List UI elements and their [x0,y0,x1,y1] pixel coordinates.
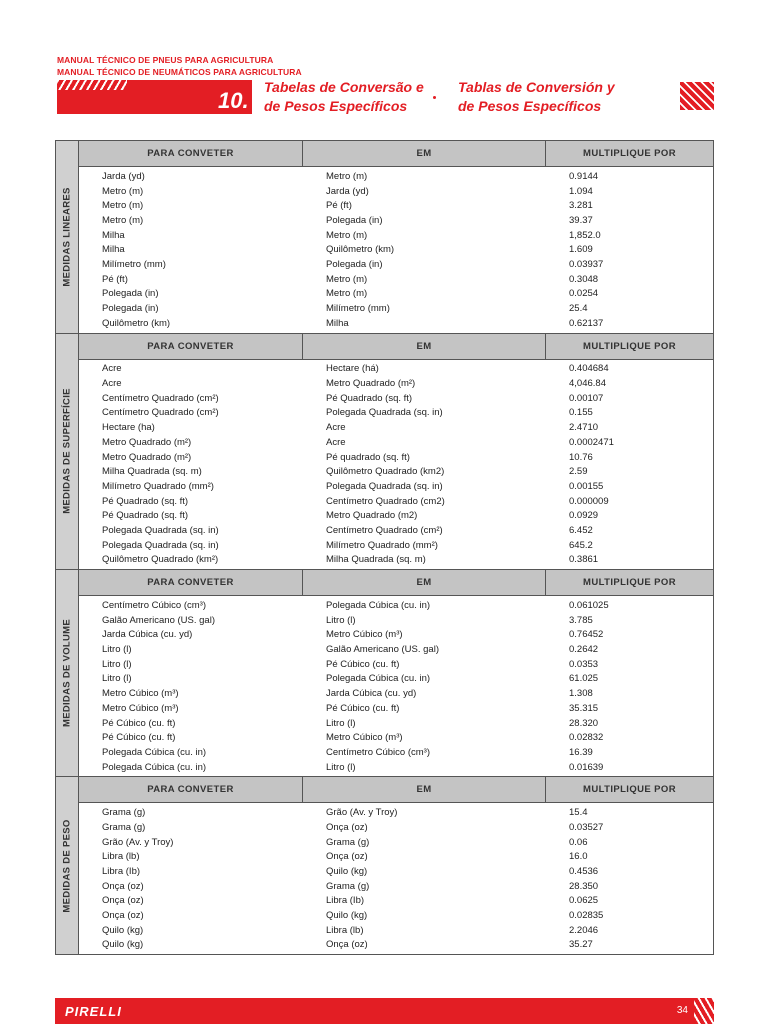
multiplier-cell: 28.320 [569,717,599,729]
table-section [56,569,713,776]
table-row [79,242,713,257]
column-header-multiplier: MULTIPLIQUE POR [583,340,676,352]
table-section [56,776,713,954]
table-row [79,760,713,775]
chapter-title-pt-line1: Tabelas de Conversão e [264,79,424,95]
section-header-row [79,777,713,803]
to-unit-cell: Metro Quadrado (m2) [326,510,418,522]
to-unit-cell: Milha [326,317,349,329]
table-row [79,316,713,331]
multiplier-cell: 25.4 [569,303,588,315]
from-unit-cell: Hectare (ha) [102,422,155,434]
table-row [79,908,713,923]
multiplier-cell: 4,046.84 [569,378,606,390]
from-unit-cell: Centímetro Quadrado (cm²) [102,392,219,404]
from-unit-cell: Metro (m) [102,200,144,212]
to-unit-cell: Polegada Cúbica (cu. in) [326,673,431,685]
multiplier-cell: 0.404684 [569,363,609,375]
from-unit-cell: Pé Quadrado (sq. ft) [102,495,189,507]
table-row [79,213,713,228]
table-section [56,141,713,333]
to-unit-cell: Grama (g) [326,880,370,892]
multiplier-cell: 0.06 [569,836,588,848]
table-row [79,169,713,184]
column-header-multiplier: MULTIPLIQUE POR [583,784,676,796]
from-unit-cell: Milha Quadrada (sq. m) [102,466,202,478]
from-unit-cell: Polegada (in) [102,303,159,315]
from-unit-cell: Metro Quadrado (m²) [102,436,192,448]
to-unit-cell: Polegada (in) [326,258,383,270]
table-row [79,686,713,701]
to-unit-cell: Litro (l) [326,614,356,626]
to-unit-cell: Onça (oz) [326,821,368,833]
to-unit-cell: Grão (Av. y Troy) [326,807,398,819]
to-unit-cell: Onça (oz) [326,851,368,863]
section-body [79,334,713,570]
multiplier-cell: 0.061025 [569,600,609,612]
section-side-label: MEDIDAS DE SUPERFÍCIE [61,388,73,515]
from-unit-cell: Onça (oz) [102,880,144,892]
table-row [79,613,713,628]
from-unit-cell: Polegada Cúbica (cu. in) [102,746,207,758]
section-side-label-cell [56,570,79,776]
from-unit-cell: Polegada Cúbica (cu. in) [102,761,207,773]
manual-title-es: MANUAL TÉCNICO DE NEUMÁTICOS PARA AGRICULTURA [57,67,302,77]
banner-hatch-decoration [57,80,127,90]
from-unit-cell: Milha [102,244,125,256]
section-header-row [79,570,713,596]
to-unit-cell: Metro (m) [326,273,368,285]
column-header-to: EM [303,334,546,359]
table-row [79,553,713,568]
from-unit-cell: Grama (g) [102,807,146,819]
pirelli-logo: PIRELLI [65,1004,122,1019]
multiplier-cell: 0.00155 [569,480,604,492]
from-unit-cell: Metro Cúbico (m³) [102,702,179,714]
from-unit-cell: Quilômetro Quadrado (km²) [102,554,219,566]
from-unit-cell: Metro Cúbico (m³) [102,688,179,700]
multiplier-cell: 1.308 [569,688,593,700]
footer-hatch-decoration [694,998,714,1024]
to-unit-cell: Quilo (kg) [326,910,368,922]
from-unit-cell: Onça (oz) [102,895,144,907]
multiplier-cell: 0.0929 [569,510,599,522]
from-unit-cell: Grão (Av. y Troy) [102,836,174,848]
table-row [79,464,713,479]
to-unit-cell: Milímetro (mm) [326,303,390,315]
multiplier-cell: 0.02835 [569,910,604,922]
to-unit-cell: Metro (m) [326,229,368,241]
from-unit-cell: Pé (ft) [102,273,128,285]
table-row [79,730,713,745]
table-row [79,198,713,213]
table-row [79,494,713,509]
multiplier-cell: 35.315 [569,702,599,714]
chapter-title-pt [264,78,424,116]
multiplier-cell: 2.2046 [569,924,599,936]
multiplier-cell: 0.3861 [569,554,599,566]
page-number: 34 [676,1005,688,1016]
chapter-title-es [458,78,615,116]
multiplier-cell: 2.4710 [569,422,599,434]
table-row [79,805,713,820]
table-row [79,406,713,421]
table-row [79,835,713,850]
to-unit-cell: Jarda Cúbica (cu. yd) [326,688,417,700]
section-side-label-cell [56,334,79,570]
chapter-number: 10. [218,88,249,113]
column-header-from: PARA CONVETER [79,570,303,595]
multiplier-cell: 645.2 [569,539,593,551]
table-row [79,850,713,865]
table-row [79,657,713,672]
multiplier-cell: 0.62137 [569,317,604,329]
to-unit-cell: Pé Cúbico (cu. ft) [326,658,400,670]
to-unit-cell: Metro Cúbico (m³) [326,732,403,744]
to-unit-cell: Pé Cúbico (cu. ft) [326,702,400,714]
to-unit-cell: Polegada (in) [326,214,383,226]
table-row [79,864,713,879]
from-unit-cell: Litro (l) [102,658,132,670]
table-row [79,672,713,687]
from-unit-cell: Quilo (kg) [102,924,144,936]
chapter-title-es-line2: de Pesos Específicos [458,98,602,114]
section-side-label: MEDIDAS DE VOLUME [61,619,73,728]
from-unit-cell: Quilo (kg) [102,939,144,951]
to-unit-cell: Metro (m) [326,170,368,182]
multiplier-cell: 3.785 [569,614,593,626]
table-row [79,435,713,450]
section-rows [79,596,713,776]
table-row [79,879,713,894]
from-unit-cell: Pé Cúbico (cu. ft) [102,717,176,729]
from-unit-cell: Libra (lb) [102,851,140,863]
multiplier-cell: 1.094 [569,185,593,197]
table-row [79,228,713,243]
column-header-to: EM [303,570,546,595]
multiplier-cell: 3.281 [569,200,593,212]
from-unit-cell: Centímetro Cúbico (cm³) [102,600,206,612]
from-unit-cell: Milha [102,229,125,241]
table-row [79,820,713,835]
table-row [79,628,713,643]
multiplier-cell: 6.452 [569,524,593,536]
title-separator-dot [433,96,436,99]
to-unit-cell: Hectare (há) [326,363,379,375]
section-body [79,777,713,954]
multiplier-cell: 0.3048 [569,273,599,285]
multiplier-cell: 0.0254 [569,288,599,300]
multiplier-cell: 1,852.0 [569,229,601,241]
from-unit-cell: Metro (m) [102,214,144,226]
to-unit-cell: Polegada Quadrada (sq. in) [326,407,443,419]
from-unit-cell: Jarda (yd) [102,170,145,182]
multiplier-cell: 39.37 [569,214,593,226]
chapter-title-pt-line2: de Pesos Específicos [264,98,408,114]
to-unit-cell: Acre [326,422,346,434]
page-footer [55,998,714,1024]
multiplier-cell: 0.000009 [569,495,609,507]
table-row [79,287,713,302]
column-header-from: PARA CONVETER [79,334,303,359]
table-row [79,598,713,613]
table-row [79,923,713,938]
to-unit-cell: Centímetro Quadrado (cm²) [326,524,443,536]
section-header-row [79,334,713,360]
to-unit-cell: Galão Americano (US. gal) [326,644,439,656]
multiplier-cell: 0.03527 [569,821,604,833]
multiplier-cell: 28.350 [569,880,599,892]
from-unit-cell: Onça (oz) [102,910,144,922]
to-unit-cell: Polegada Cúbica (cu. in) [326,600,431,612]
table-row [79,479,713,494]
section-header-row [79,141,713,167]
table-row [79,376,713,391]
section-rows [79,167,713,333]
from-unit-cell: Polegada Quadrada (sq. in) [102,524,219,536]
to-unit-cell: Pé Quadrado (sq. ft) [326,392,413,404]
table-section [56,333,713,570]
chapter-title-es-line1: Tablas de Conversión y [458,79,615,95]
section-rows [79,803,713,954]
to-unit-cell: Milha Quadrada (sq. m) [326,554,426,566]
from-unit-cell: Milímetro Quadrado (mm²) [102,480,214,492]
table-row [79,938,713,953]
corner-stripes-icon [680,82,714,110]
from-unit-cell: Litro (l) [102,673,132,685]
table-row [79,301,713,316]
from-unit-cell: Grama (g) [102,821,146,833]
from-unit-cell: Acre [102,363,122,375]
to-unit-cell: Milímetro Quadrado (mm²) [326,539,438,551]
table-row [79,391,713,406]
multiplier-cell: 35.27 [569,939,593,951]
table-row [79,420,713,435]
multiplier-cell: 0.02832 [569,732,604,744]
to-unit-cell: Quilômetro (km) [326,244,395,256]
section-side-label-cell [56,777,79,954]
table-row [79,184,713,199]
multiplier-cell: 0.03937 [569,258,604,270]
to-unit-cell: Acre [326,436,346,448]
from-unit-cell: Metro (m) [102,185,144,197]
multiplier-cell: 0.0353 [569,658,599,670]
to-unit-cell: Libra (lb) [326,924,364,936]
from-unit-cell: Centímetro Quadrado (cm²) [102,407,219,419]
manual-title-pt: MANUAL TÉCNICO DE PNEUS PARA AGRICULTURA [57,55,274,65]
from-unit-cell: Polegada Quadrada (sq. in) [102,539,219,551]
multiplier-cell: 61.025 [569,673,599,685]
multiplier-cell: 0.76452 [569,629,604,641]
column-header-multiplier: MULTIPLIQUE POR [583,148,676,159]
column-header-from: PARA CONVETER [79,141,303,166]
to-unit-cell: Pé (ft) [326,200,352,212]
from-unit-cell: Quilômetro (km) [102,317,171,329]
section-rows [79,360,713,570]
multiplier-cell: 0.4536 [569,866,599,878]
section-side-label-cell [56,141,79,333]
to-unit-cell: Litro (l) [326,717,356,729]
table-row [79,508,713,523]
table-row [79,745,713,760]
table-row [79,257,713,272]
section-side-label: MEDIDAS LINEARES [61,187,73,287]
to-unit-cell: Pé quadrado (sq. ft) [326,451,410,463]
to-unit-cell: Centímetro Quadrado (cm2) [326,495,445,507]
multiplier-cell: 16.0 [569,851,588,863]
table-row [79,272,713,287]
table-row [79,894,713,909]
to-unit-cell: Centímetro Cúbico (cm³) [326,746,430,758]
multiplier-cell: 15.4 [569,807,588,819]
to-unit-cell: Metro Cúbico (m³) [326,629,403,641]
multiplier-cell: 0.0002471 [569,436,614,448]
section-body [79,141,713,333]
multiplier-cell: 0.00107 [569,392,604,404]
to-unit-cell: Libra (Ib) [326,895,365,907]
to-unit-cell: Jarda (yd) [326,185,369,197]
from-unit-cell: Acre [102,378,122,390]
table-row [79,362,713,377]
to-unit-cell: Quilo (kg) [326,866,368,878]
to-unit-cell: Onça (oz) [326,939,368,951]
from-unit-cell: Litro (l) [102,644,132,656]
column-header-to: EM [303,141,546,166]
multiplier-cell: 0.0625 [569,895,599,907]
to-unit-cell: Litro (l) [326,761,356,773]
from-unit-cell: Milímetro (mm) [102,258,166,270]
table-row [79,523,713,538]
from-unit-cell: Pé Quadrado (sq. ft) [102,510,189,522]
from-unit-cell: Jarda Cúbica (cu. yd) [102,629,193,641]
multiplier-cell: 0.2642 [569,644,599,656]
from-unit-cell: Galão Americano (US. gal) [102,614,215,626]
column-header-multiplier: MULTIPLIQUE POR [583,577,676,589]
table-row [79,450,713,465]
column-header-from: PARA CONVETER [79,777,303,802]
to-unit-cell: Metro Quadrado (m²) [326,378,416,390]
column-header-to: EM [303,777,546,802]
from-unit-cell: Metro Quadrado (m²) [102,451,192,463]
multiplier-cell: 0.155 [569,407,593,419]
to-unit-cell: Polegada Quadrada (sq. in) [326,480,443,492]
from-unit-cell: Polegada (in) [102,288,159,300]
multiplier-cell: 10.76 [569,451,593,463]
table-row [79,538,713,553]
section-side-label: MEDIDAS DE PESO [61,819,73,913]
multiplier-cell: 1.609 [569,244,593,256]
section-body [79,570,713,776]
table-row [79,716,713,731]
multiplier-cell: 2.59 [569,466,588,478]
table-row [79,642,713,657]
from-unit-cell: Pé Cúbico (cu. ft) [102,732,176,744]
multiplier-cell: 16.39 [569,746,593,758]
to-unit-cell: Quilômetro Quadrado (km2) [326,466,445,478]
table-row [79,701,713,716]
to-unit-cell: Metro (m) [326,288,368,300]
multiplier-cell: 0.01639 [569,761,604,773]
from-unit-cell: Libra (Ib) [102,866,141,878]
to-unit-cell: Grama (g) [326,836,370,848]
multiplier-cell: 0.9144 [569,170,599,182]
conversion-table [55,140,714,955]
